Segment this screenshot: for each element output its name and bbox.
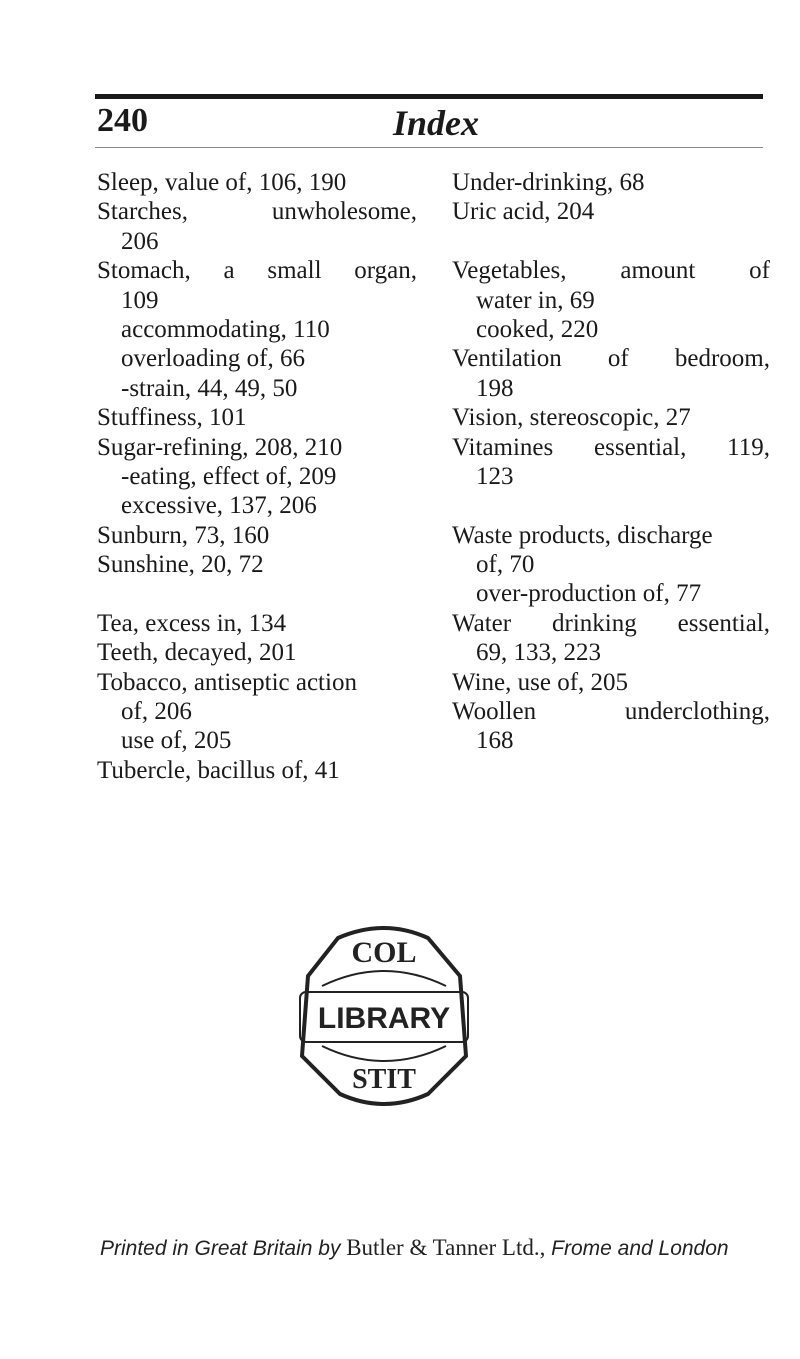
library-stamp: [278, 916, 490, 1116]
index-gap: [97, 579, 417, 608]
page-header: [95, 100, 763, 148]
index-entry: Water drinking essential,: [452, 609, 770, 637]
index-entry: Stomach, a small organ,: [97, 257, 417, 285]
library-stamp-graphic: [278, 916, 490, 1116]
page-number: 240: [97, 102, 148, 139]
index-entry: use of, 205: [121, 727, 232, 755]
index-entry: Waste products, discharge: [452, 521, 713, 549]
index-entry: cooked, 220: [476, 315, 599, 343]
index-entry: Teeth, decayed, 201: [97, 639, 297, 667]
index-entry: Sunburn, 73, 160: [97, 521, 270, 549]
imprint-part-1: Printed in Great Britain by: [100, 1237, 341, 1260]
index-column-left: [97, 168, 417, 785]
index-entry: Woollen underclothing,: [452, 698, 770, 726]
imprint-part-2: Butler & Tanner Ltd.,: [340, 1235, 552, 1260]
index-entry: 198: [476, 374, 514, 402]
index-entry: Sugar-refining, 208, 210: [97, 433, 343, 461]
stamp-center-text: LIBRARY: [317, 1002, 451, 1035]
index-entry: Ventilation of bedroom,: [452, 345, 770, 373]
index-entry: 206: [121, 227, 159, 255]
index-entry: -strain, 44, 49, 50: [121, 374, 298, 402]
index-entry: 168: [476, 727, 514, 755]
index-entry: Sleep, value of, 106, 190: [97, 169, 347, 196]
index-entry: Vitamines essential, 119,: [452, 433, 770, 461]
printer-imprint: [100, 1235, 740, 1261]
index-entry: 109: [121, 286, 159, 314]
index-entry: Vegetables, amount of: [452, 257, 770, 285]
index-entry: excessive, 137, 206: [121, 492, 317, 520]
page-title: Index: [393, 103, 480, 143]
index-entry: 69, 133, 223: [476, 639, 601, 667]
index-entry: Sunshine, 20, 72: [97, 551, 264, 579]
index-entry: Tea, excess in, 134: [97, 609, 287, 637]
header-rule-thin: [95, 147, 763, 148]
stamp-ring-bottom: STIT: [352, 1064, 416, 1095]
index-entry: over-production of, 77: [476, 580, 702, 608]
index-entry: Wine, use of, 205: [452, 668, 629, 696]
index-entry: Under-drinking, 68: [452, 169, 645, 196]
index-entry: of, 206: [121, 698, 192, 726]
index-entry: accommodating, 110: [121, 315, 330, 343]
index-entry: Tubercle, bacillus of, 41: [97, 756, 340, 784]
index-entry: Starches, unwholesome,: [97, 198, 417, 226]
index-entry: of, 70: [476, 551, 535, 579]
index-entry: overloading of, 66: [121, 345, 305, 373]
index-column-right: [452, 168, 770, 756]
index-entry: -eating, effect of, 209: [121, 462, 337, 490]
index-entry: water in, 69: [476, 286, 595, 314]
index-entry: Vision, stereoscopic, 27: [452, 404, 691, 432]
index-gap: [452, 491, 770, 520]
header-rule-thick: [95, 94, 763, 99]
index-gap: [452, 227, 770, 256]
index-entry: Tobacco, antiseptic action: [97, 668, 357, 696]
index-entry: 123: [476, 462, 514, 490]
index-entry: Stuffiness, 101: [97, 404, 247, 432]
stamp-ring-top: COL: [351, 936, 417, 969]
imprint-part-3: Frome and London: [551, 1237, 729, 1260]
index-entry: Uric acid, 204: [452, 198, 595, 226]
